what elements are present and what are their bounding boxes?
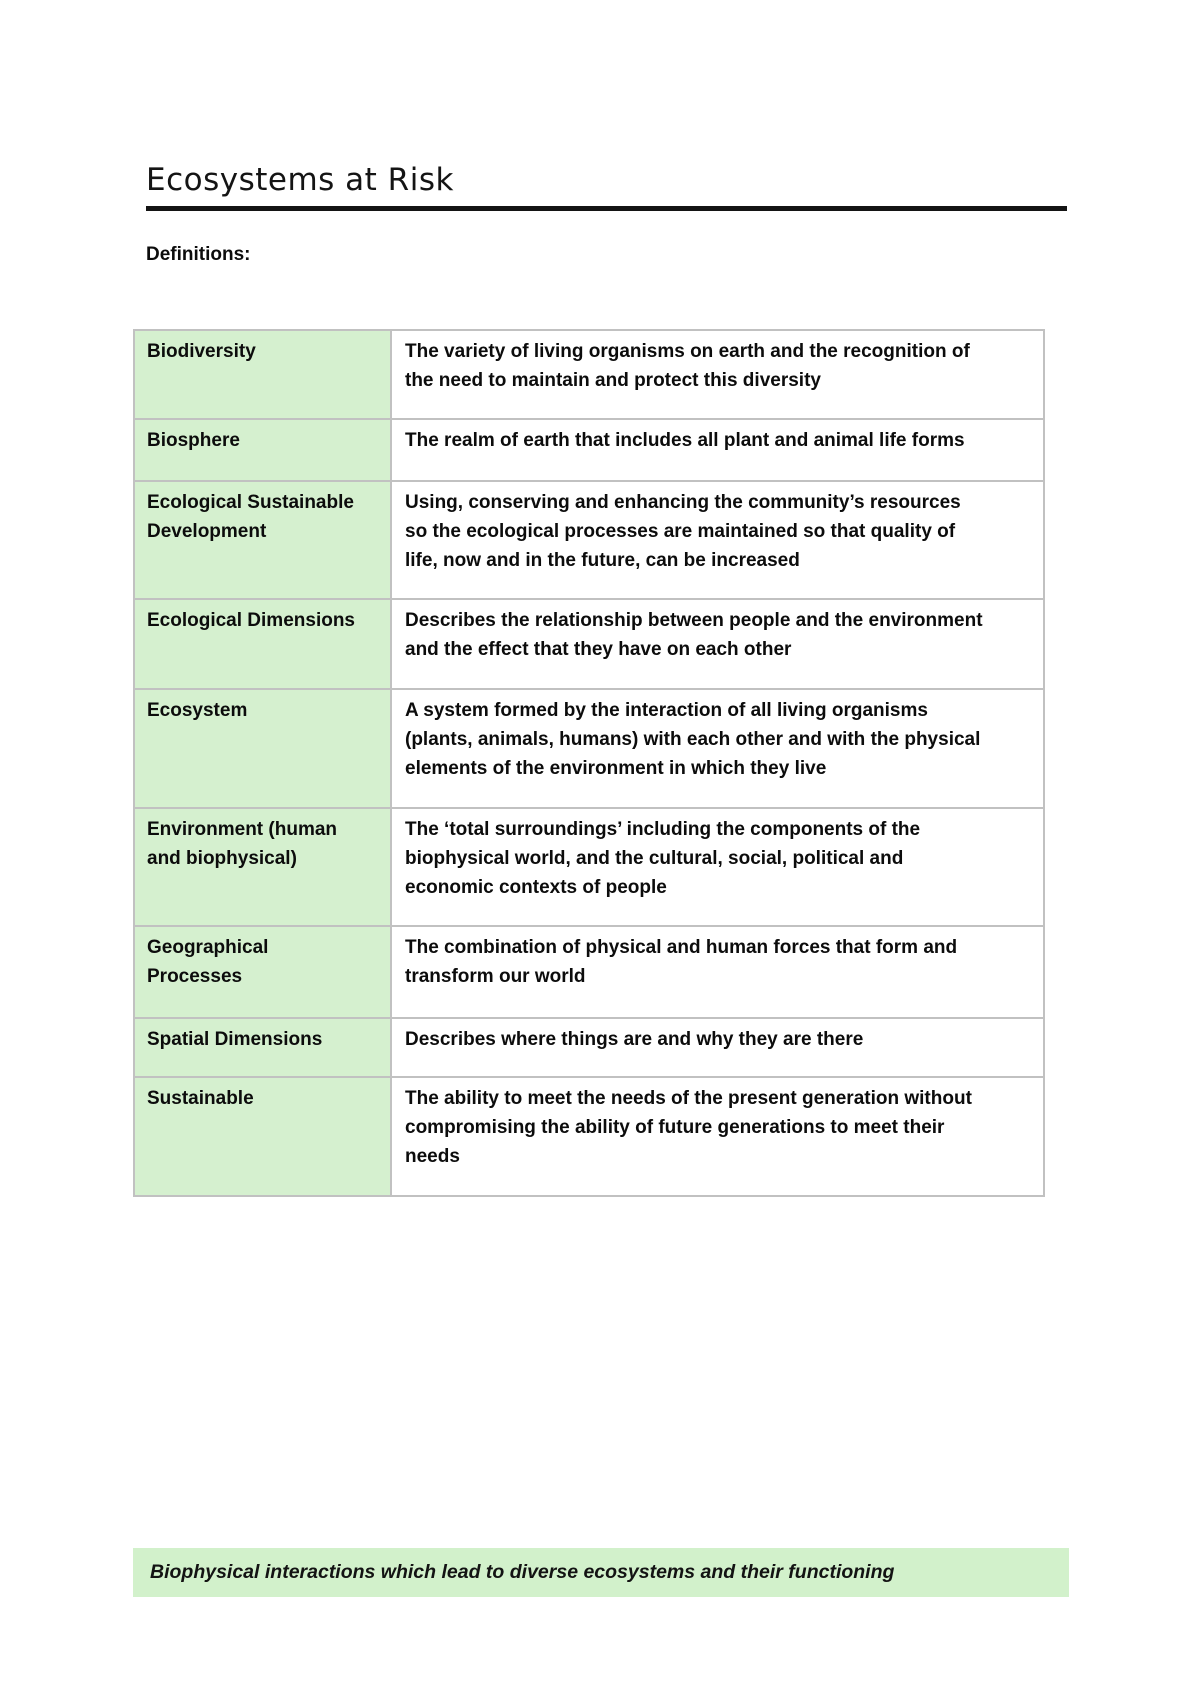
definitions-table-body — [134, 330, 1044, 1196]
term-cell — [134, 926, 391, 1018]
term-cell — [134, 599, 391, 689]
definitions-heading: Definitions: — [146, 244, 251, 265]
definition-text: The ability to meet the needs of the present generation without compromising the ability of future generations to meet their needs — [405, 1088, 972, 1167]
table-row — [134, 1077, 1044, 1196]
table-row — [134, 808, 1044, 926]
term-cell — [134, 808, 391, 926]
term-cell — [134, 481, 391, 599]
table-row — [134, 419, 1044, 481]
term-cell — [134, 689, 391, 808]
term-cell — [134, 1018, 391, 1077]
term-text: Ecological Sustainable Development — [147, 492, 354, 542]
term-text: Ecological Dimensions — [147, 610, 355, 631]
title-underline — [146, 206, 1067, 211]
definition-cell — [391, 926, 1044, 1018]
term-text: Geographical Processes — [147, 937, 269, 987]
definition-cell — [391, 330, 1044, 419]
table-row — [134, 330, 1044, 419]
table-row — [134, 1018, 1044, 1077]
term-cell — [134, 330, 391, 419]
footer-banner-text: Biophysical interactions which lead to diverse ecosystems and their functioning — [150, 1561, 895, 1583]
definition-text: The ‘total surroundings’ including the components of the biophysical world, and the cultural, social, political and economic contexts of people — [405, 819, 921, 898]
definition-cell — [391, 419, 1044, 481]
page-title: Ecosystems at Risk — [146, 162, 454, 198]
term-cell — [134, 419, 391, 481]
term-text: Environment (human and biophysical) — [147, 819, 338, 869]
term-cell — [134, 1077, 391, 1196]
term-text: Biosphere — [147, 430, 240, 451]
definition-cell — [391, 481, 1044, 599]
definition-cell — [391, 599, 1044, 689]
definition-cell — [391, 689, 1044, 808]
definition-cell — [391, 1018, 1044, 1077]
definition-text: The combination of physical and human forces that form and transform our world — [405, 937, 958, 987]
definition-cell — [391, 808, 1044, 926]
term-text: Sustainable — [147, 1088, 254, 1109]
definition-text: The variety of living organisms on earth and the recognition of the need to maintain and protect this diversity — [405, 341, 970, 391]
table-row — [134, 689, 1044, 808]
footer-banner — [133, 1548, 1069, 1597]
definition-text: The realm of earth that includes all plant and animal life forms — [405, 430, 965, 451]
definitions-table — [133, 329, 1045, 1197]
definition-text: Using, conserving and enhancing the community’s resources so the ecological processes are maintained so that quality of life, now and in the future, can be increased — [405, 492, 961, 571]
term-text: Spatial Dimensions — [147, 1029, 323, 1050]
table-row — [134, 481, 1044, 599]
definition-cell — [391, 1077, 1044, 1196]
table-row — [134, 599, 1044, 689]
table-row — [134, 926, 1044, 1018]
definition-text: Describes where things are and why they are there — [405, 1029, 864, 1050]
term-text: Ecosystem — [147, 700, 248, 721]
term-text: Biodiversity — [147, 341, 256, 362]
definition-text: Describes the relationship between people and the environment and the effect that they have on each other — [405, 610, 983, 660]
definition-text: A system formed by the interaction of all living organisms (plants, animals, humans) with each other and with the physical elements of the environment in which they live — [405, 700, 981, 779]
